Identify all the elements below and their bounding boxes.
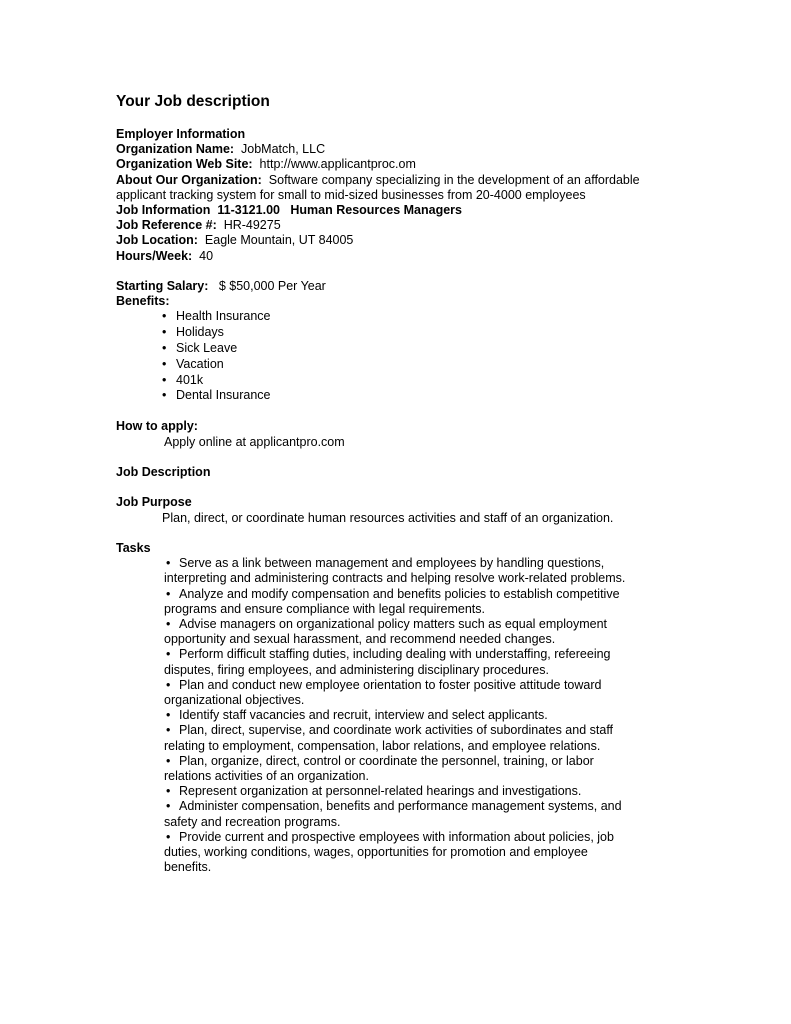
- benefits-list: [116, 309, 676, 403]
- org-name-row: [116, 142, 676, 157]
- list-item: • Provide current and prospective employees with information about policies, job duties, working conditions, wages, opportunities for promotion and employee benefits.: [164, 829, 614, 875]
- job-info-code: 11-3121.00: [217, 203, 280, 218]
- about-org-value: Software company specializing in the development of an affordable applicant tracking system for small to mid-sized businesses from 20-4000 employees: [116, 172, 640, 202]
- about-org-label: About Our Organization:: [116, 172, 262, 187]
- list-item: • Advise managers on organizational policy matters such as equal employment opportunity and sexual harassment, and recommend needed changes.: [164, 616, 608, 647]
- org-web-value: http://www.applicantproc.om: [259, 157, 416, 172]
- tasks-list: [116, 556, 634, 875]
- job-ref-value: HR-49275: [223, 218, 281, 233]
- hours-value: 40: [199, 248, 214, 263]
- org-name-value: JobMatch, LLC: [241, 142, 326, 157]
- job-info-label: Job Information: [116, 203, 211, 218]
- bullet-icon: •: [166, 723, 171, 738]
- bullet-icon: •: [166, 799, 171, 814]
- bullet-icon: •: [166, 677, 171, 692]
- benefits-label: Benefits:: [116, 294, 170, 309]
- bullet-icon: •: [166, 647, 171, 662]
- tasks-label: Tasks: [116, 540, 151, 555]
- job-location-row: [116, 233, 676, 248]
- list-item: • Holidays: [162, 325, 676, 340]
- list-item: • Sick Leave: [162, 341, 676, 356]
- job-purpose-text: Plan, direct, or coordinate human resources activities and staff of an organization.: [162, 510, 614, 525]
- bullet-icon: •: [166, 829, 171, 844]
- job-description-document: [116, 92, 676, 875]
- list-item: • 401k: [162, 373, 676, 388]
- job-info-row: [116, 203, 676, 218]
- list-item: • Identify staff vacancies and recruit, interview and select applicants.: [166, 708, 548, 723]
- hours-row: [116, 249, 676, 264]
- bullet-icon: •: [166, 586, 171, 601]
- employer-info-heading: Employer Information: [116, 127, 246, 141]
- salary-value: $ $50,000 Per Year: [218, 279, 326, 294]
- list-item: • Administer compensation, benefits and performance management systems, and safety and recreation programs.: [164, 799, 622, 829]
- how-to-apply-label: How to apply:: [116, 419, 198, 434]
- page-title: Your Job description: [116, 93, 270, 110]
- bullet-icon: •: [166, 784, 171, 799]
- job-ref-row: [116, 218, 676, 233]
- bullet-icon: •: [166, 616, 171, 631]
- how-to-apply-text: Apply online at applicantpro.com: [164, 434, 345, 449]
- about-org-row: [116, 173, 676, 203]
- job-ref-label: Job Reference #:: [116, 218, 217, 233]
- org-web-row: [116, 157, 676, 172]
- bullet-icon: •: [166, 556, 171, 571]
- list-item: • Perform difficult staffing duties, including dealing with understaffing, refereeing disputes, firing employees, and administering disciplinary procedures.: [164, 647, 611, 677]
- list-item: • Represent organization at personnel-related hearings and investigations.: [166, 784, 582, 799]
- bullet-icon: •: [166, 753, 171, 768]
- job-purpose-label: Job Purpose: [116, 495, 192, 510]
- list-item: • Plan, direct, supervise, and coordinate work activities of subordinates and staff relating to employment, compensation, labor relations, and employee relations.: [164, 723, 614, 753]
- list-item: • Vacation: [162, 357, 676, 372]
- org-web-label: Organization Web Site:: [116, 157, 253, 172]
- job-description-heading: Job Description: [116, 464, 211, 479]
- list-item: • Health Insurance: [162, 309, 676, 324]
- list-item: • Plan and conduct new employee orientation to foster positive attitude toward organizational objectives.: [164, 677, 602, 707]
- list-item: • Plan, organize, direct, control or coordinate the personnel, training, or labor relations activities of an organization.: [164, 753, 594, 784]
- job-location-label: Job Location:: [116, 233, 198, 248]
- org-name-label: Organization Name:: [116, 142, 235, 157]
- list-item: • Serve as a link between management and employees by handling questions, interpreting and administering contracts and helping resolve work-related problems.: [164, 556, 626, 586]
- list-item: • Analyze and modify compensation and benefits policies to establish competitive programs and ensure compliance with legal requirements.: [164, 586, 620, 616]
- salary-label: Starting Salary:: [116, 279, 209, 294]
- job-info-title: Human Resources Managers: [290, 203, 462, 218]
- job-location-value: Eagle Mountain, UT 84005: [204, 233, 354, 248]
- bullet-icon: •: [166, 708, 171, 723]
- salary-row: [116, 279, 676, 294]
- hours-label: Hours/Week:: [116, 248, 193, 263]
- list-item: • Dental Insurance: [162, 388, 676, 403]
